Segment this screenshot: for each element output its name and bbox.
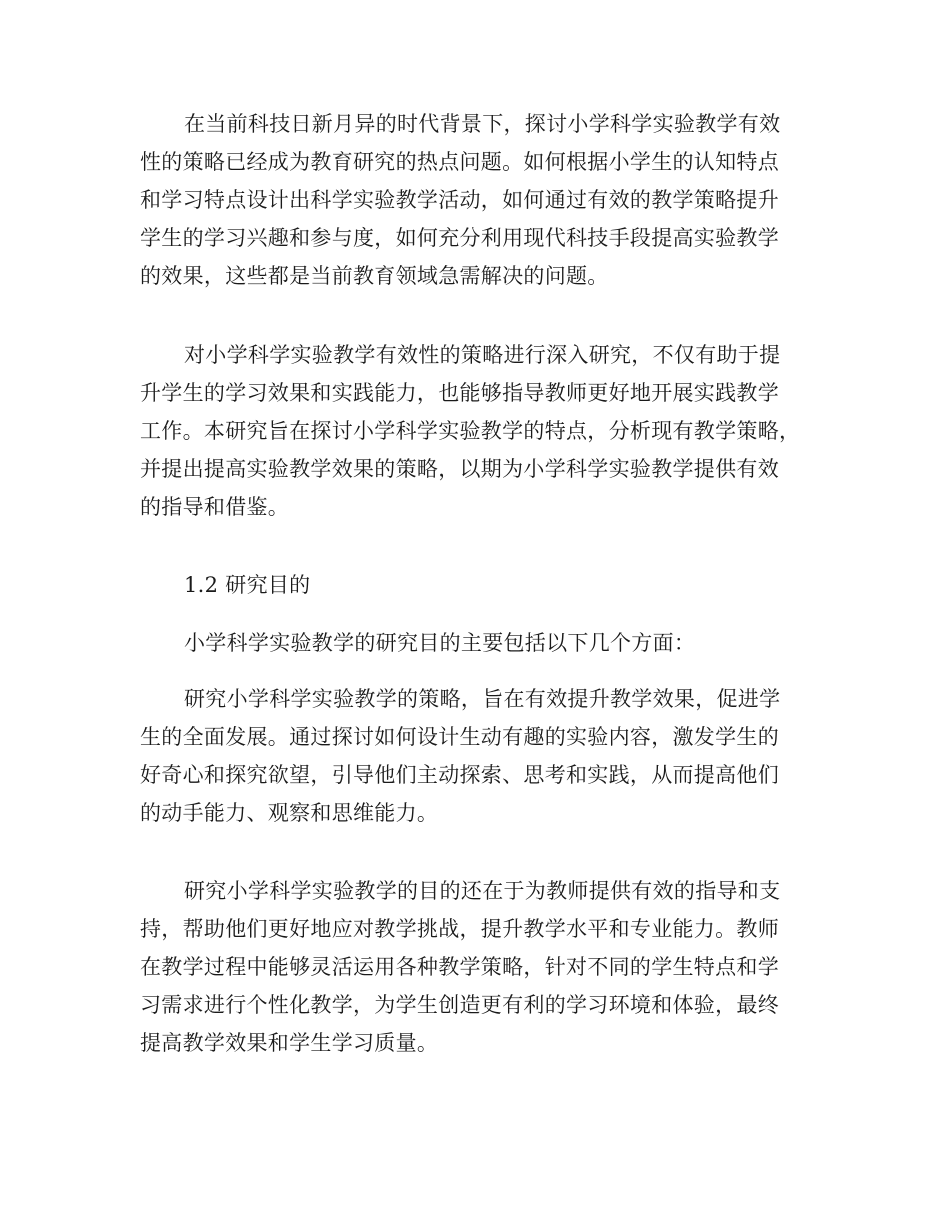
- paragraph-purpose-2: [140, 872, 810, 1062]
- text-line: 习需求进行个性化教学，为学生创造更有利的学习环境和体验，最终: [140, 993, 779, 1017]
- text-line: 小学科学实验教学的研究目的主要包括以下几个方面：: [184, 631, 696, 655]
- text-line: 持，帮助他们更好地应对教学挑战，提升教学水平和专业能力。教师: [140, 917, 779, 941]
- paragraph-intro: [140, 624, 810, 662]
- paragraph-background: [140, 105, 810, 295]
- text-line: 升学生的学习效果和实践能力，也能够指导教师更好地开展实践教学: [140, 381, 779, 405]
- text-line: 研究小学科学实验教学的目的还在于为教师提供有效的指导和支: [184, 879, 781, 903]
- text-line: 性的策略已经成为教育研究的热点问题。如何根据小学生的认知特点: [140, 150, 779, 174]
- text-line: 学生的学习兴趣和参与度，如何充分利用现代科技手段提高实验教学: [140, 226, 779, 250]
- text-line: 在教学过程中能够灵活运用各种教学策略，针对不同的学生特点和学: [140, 955, 779, 979]
- text-line: 好奇心和探究欲望，引导他们主动探索、思考和实践，从而提高他们: [140, 763, 779, 787]
- paragraph-significance: [140, 336, 810, 526]
- heading-text: 1.2 研究目的: [184, 573, 311, 597]
- text-line: 对小学科学实验教学有效性的策略进行深入研究，不仅有助于提: [184, 343, 781, 367]
- text-line: 生的全面发展。通过探讨如何设计生动有趣的实验内容，激发学生的: [140, 725, 779, 749]
- paragraph-purpose-1: [140, 680, 810, 832]
- text-line: 工作。本研究旨在探讨小学科学实验教学的特点，分析现有教学策略，: [140, 419, 801, 443]
- text-line: 的效果，这些都是当前教育领域急需解决的问题。: [140, 264, 609, 288]
- text-line: 的动手能力、观察和思维能力。: [140, 801, 439, 825]
- text-line: 和学习特点设计出科学实验教学活动，如何通过有效的教学策略提升: [140, 188, 779, 212]
- text-line: 的指导和借鉴。: [140, 495, 290, 519]
- text-line: 并提出提高实验教学效果的策略，以期为小学科学实验教学提供有效: [140, 457, 779, 481]
- text-line: 研究小学科学实验教学的策略，旨在有效提升教学效果，促进学: [184, 687, 781, 711]
- section-heading: [140, 566, 810, 604]
- text-line: 提高教学效果和学生学习质量。: [140, 1031, 439, 1055]
- text-line: 在当前科技日新月异的时代背景下，探讨小学科学实验教学有效: [184, 112, 781, 136]
